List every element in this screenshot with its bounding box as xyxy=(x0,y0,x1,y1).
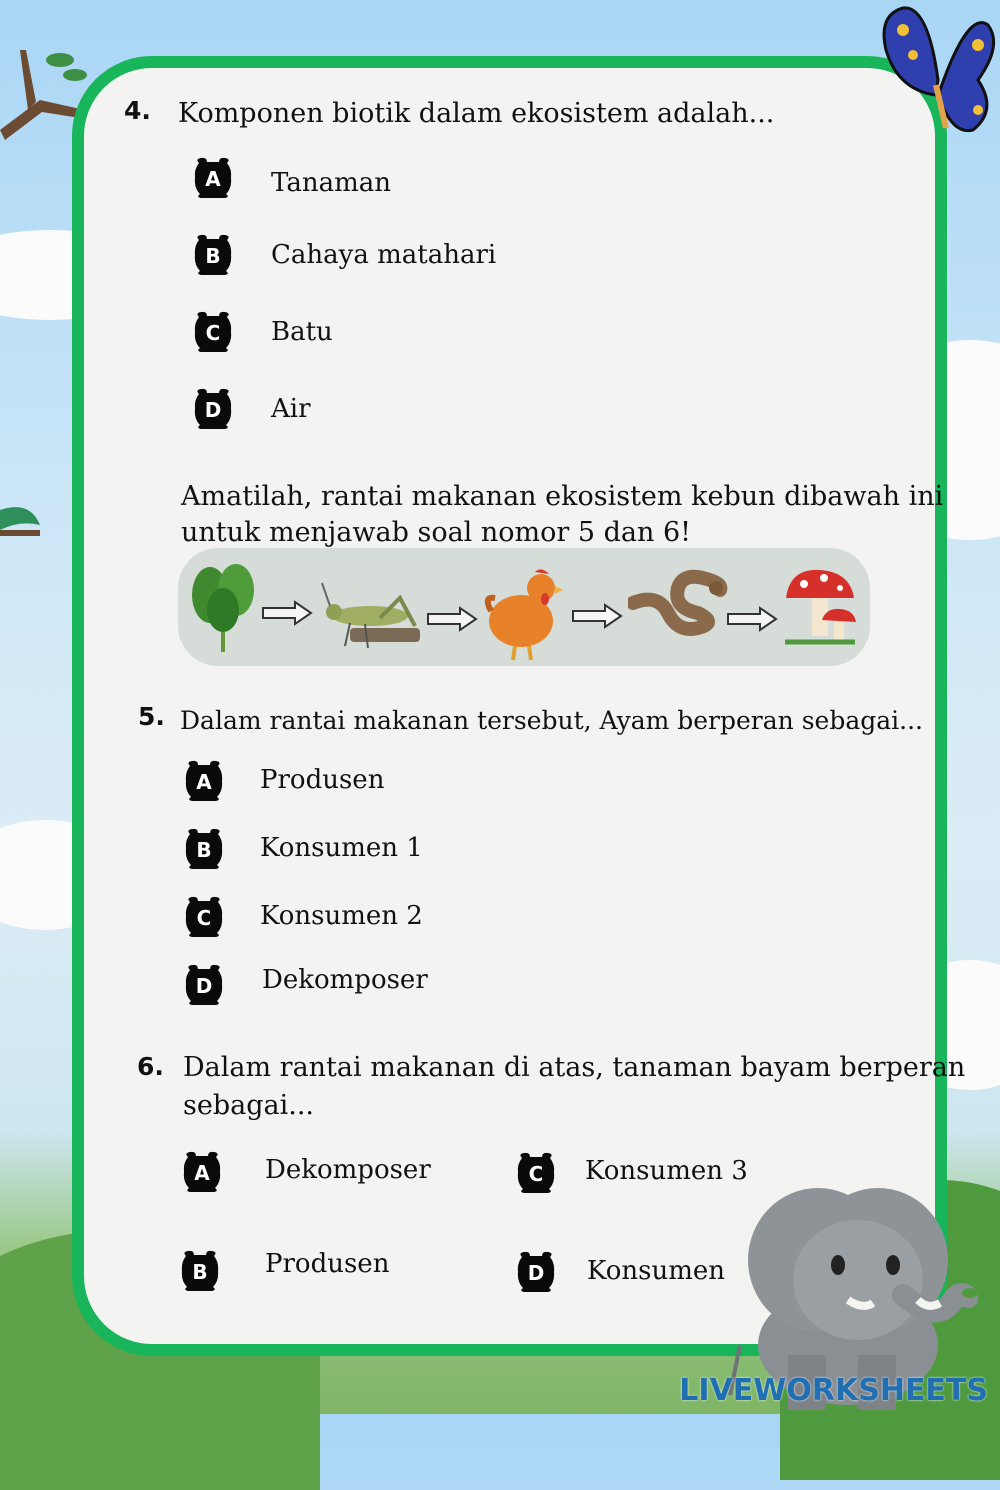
option-d-icon[interactable] xyxy=(516,1251,556,1293)
mushroom-icon xyxy=(780,564,860,646)
svg-text:A: A xyxy=(205,167,221,191)
option-b-icon[interactable] xyxy=(193,234,233,276)
svg-text:D: D xyxy=(195,974,213,998)
grasshopper-icon xyxy=(320,578,425,653)
option-a-icon[interactable] xyxy=(193,157,233,199)
question-6-option-d[interactable]: Konsumen xyxy=(587,1256,725,1286)
question-5-option-d[interactable]: Dekomposer xyxy=(262,965,428,995)
question-4-option-a[interactable]: Tanaman xyxy=(271,168,391,198)
question-4-text: Komponen biotik dalam ekosistem adalah... xyxy=(178,98,775,129)
svg-text:D: D xyxy=(527,1261,545,1285)
svg-text:B: B xyxy=(192,1260,208,1284)
svg-text:A: A xyxy=(194,1161,210,1185)
question-5-option-b[interactable]: Konsumen 1 xyxy=(260,833,423,863)
question-5-option-a[interactable]: Produsen xyxy=(260,765,385,795)
svg-text:C: C xyxy=(205,321,221,345)
watermark: LIVEWORKSHEETS xyxy=(679,1373,988,1408)
question-6-option-b[interactable]: Produsen xyxy=(265,1249,390,1279)
question-4-number: 4. xyxy=(124,96,151,125)
option-d-icon[interactable] xyxy=(193,388,233,430)
option-a-icon[interactable] xyxy=(182,1151,222,1193)
question-5-number: 5. xyxy=(138,702,165,731)
snake-icon xyxy=(628,568,728,643)
question-6-option-a[interactable]: Dekomposer xyxy=(265,1155,431,1185)
option-c-icon[interactable] xyxy=(516,1152,556,1194)
butterfly-icon xyxy=(878,0,1000,140)
option-a-icon[interactable] xyxy=(184,760,224,802)
option-d-icon[interactable] xyxy=(184,964,224,1006)
leaf-icon xyxy=(0,490,45,550)
instruction-line-2: untuk menjawab soal nomor 5 dan 6! xyxy=(181,517,692,548)
arrow-icon xyxy=(261,600,313,626)
arrow-icon xyxy=(426,606,478,632)
option-c-icon[interactable] xyxy=(184,896,224,938)
question-6-text-line-1: Dalam rantai makanan di atas, tanaman bayam berperan xyxy=(183,1052,966,1083)
instruction-line-1: Amatilah, rantai makanan ekosistem kebun dibawah ini xyxy=(181,481,944,512)
option-b-icon[interactable] xyxy=(180,1250,220,1292)
question-4-option-d[interactable]: Air xyxy=(271,394,311,424)
question-6-number: 6. xyxy=(137,1052,164,1081)
option-c-icon[interactable] xyxy=(193,311,233,353)
arrow-icon xyxy=(571,603,623,629)
question-6-option-c[interactable]: Konsumen 3 xyxy=(585,1156,748,1186)
question-4-option-b[interactable]: Cahaya matahari xyxy=(271,240,497,270)
svg-text:D: D xyxy=(204,398,222,422)
svg-text:B: B xyxy=(196,838,212,862)
svg-text:C: C xyxy=(528,1162,544,1186)
svg-text:C: C xyxy=(196,906,212,930)
option-b-icon[interactable] xyxy=(184,828,224,870)
svg-text:A: A xyxy=(196,770,212,794)
chicken-icon xyxy=(483,566,565,664)
question-6-text-line-2: sebagai... xyxy=(183,1090,314,1121)
question-5-text: Dalam rantai makanan tersebut, Ayam berperan sebagai... xyxy=(180,706,923,735)
arrow-icon xyxy=(726,606,778,632)
question-4-option-c[interactable]: Batu xyxy=(271,317,333,347)
svg-text:B: B xyxy=(205,244,221,268)
spinach-icon xyxy=(188,560,258,655)
food-chain-panel xyxy=(178,548,870,666)
question-5-option-c[interactable]: Konsumen 2 xyxy=(260,901,423,931)
